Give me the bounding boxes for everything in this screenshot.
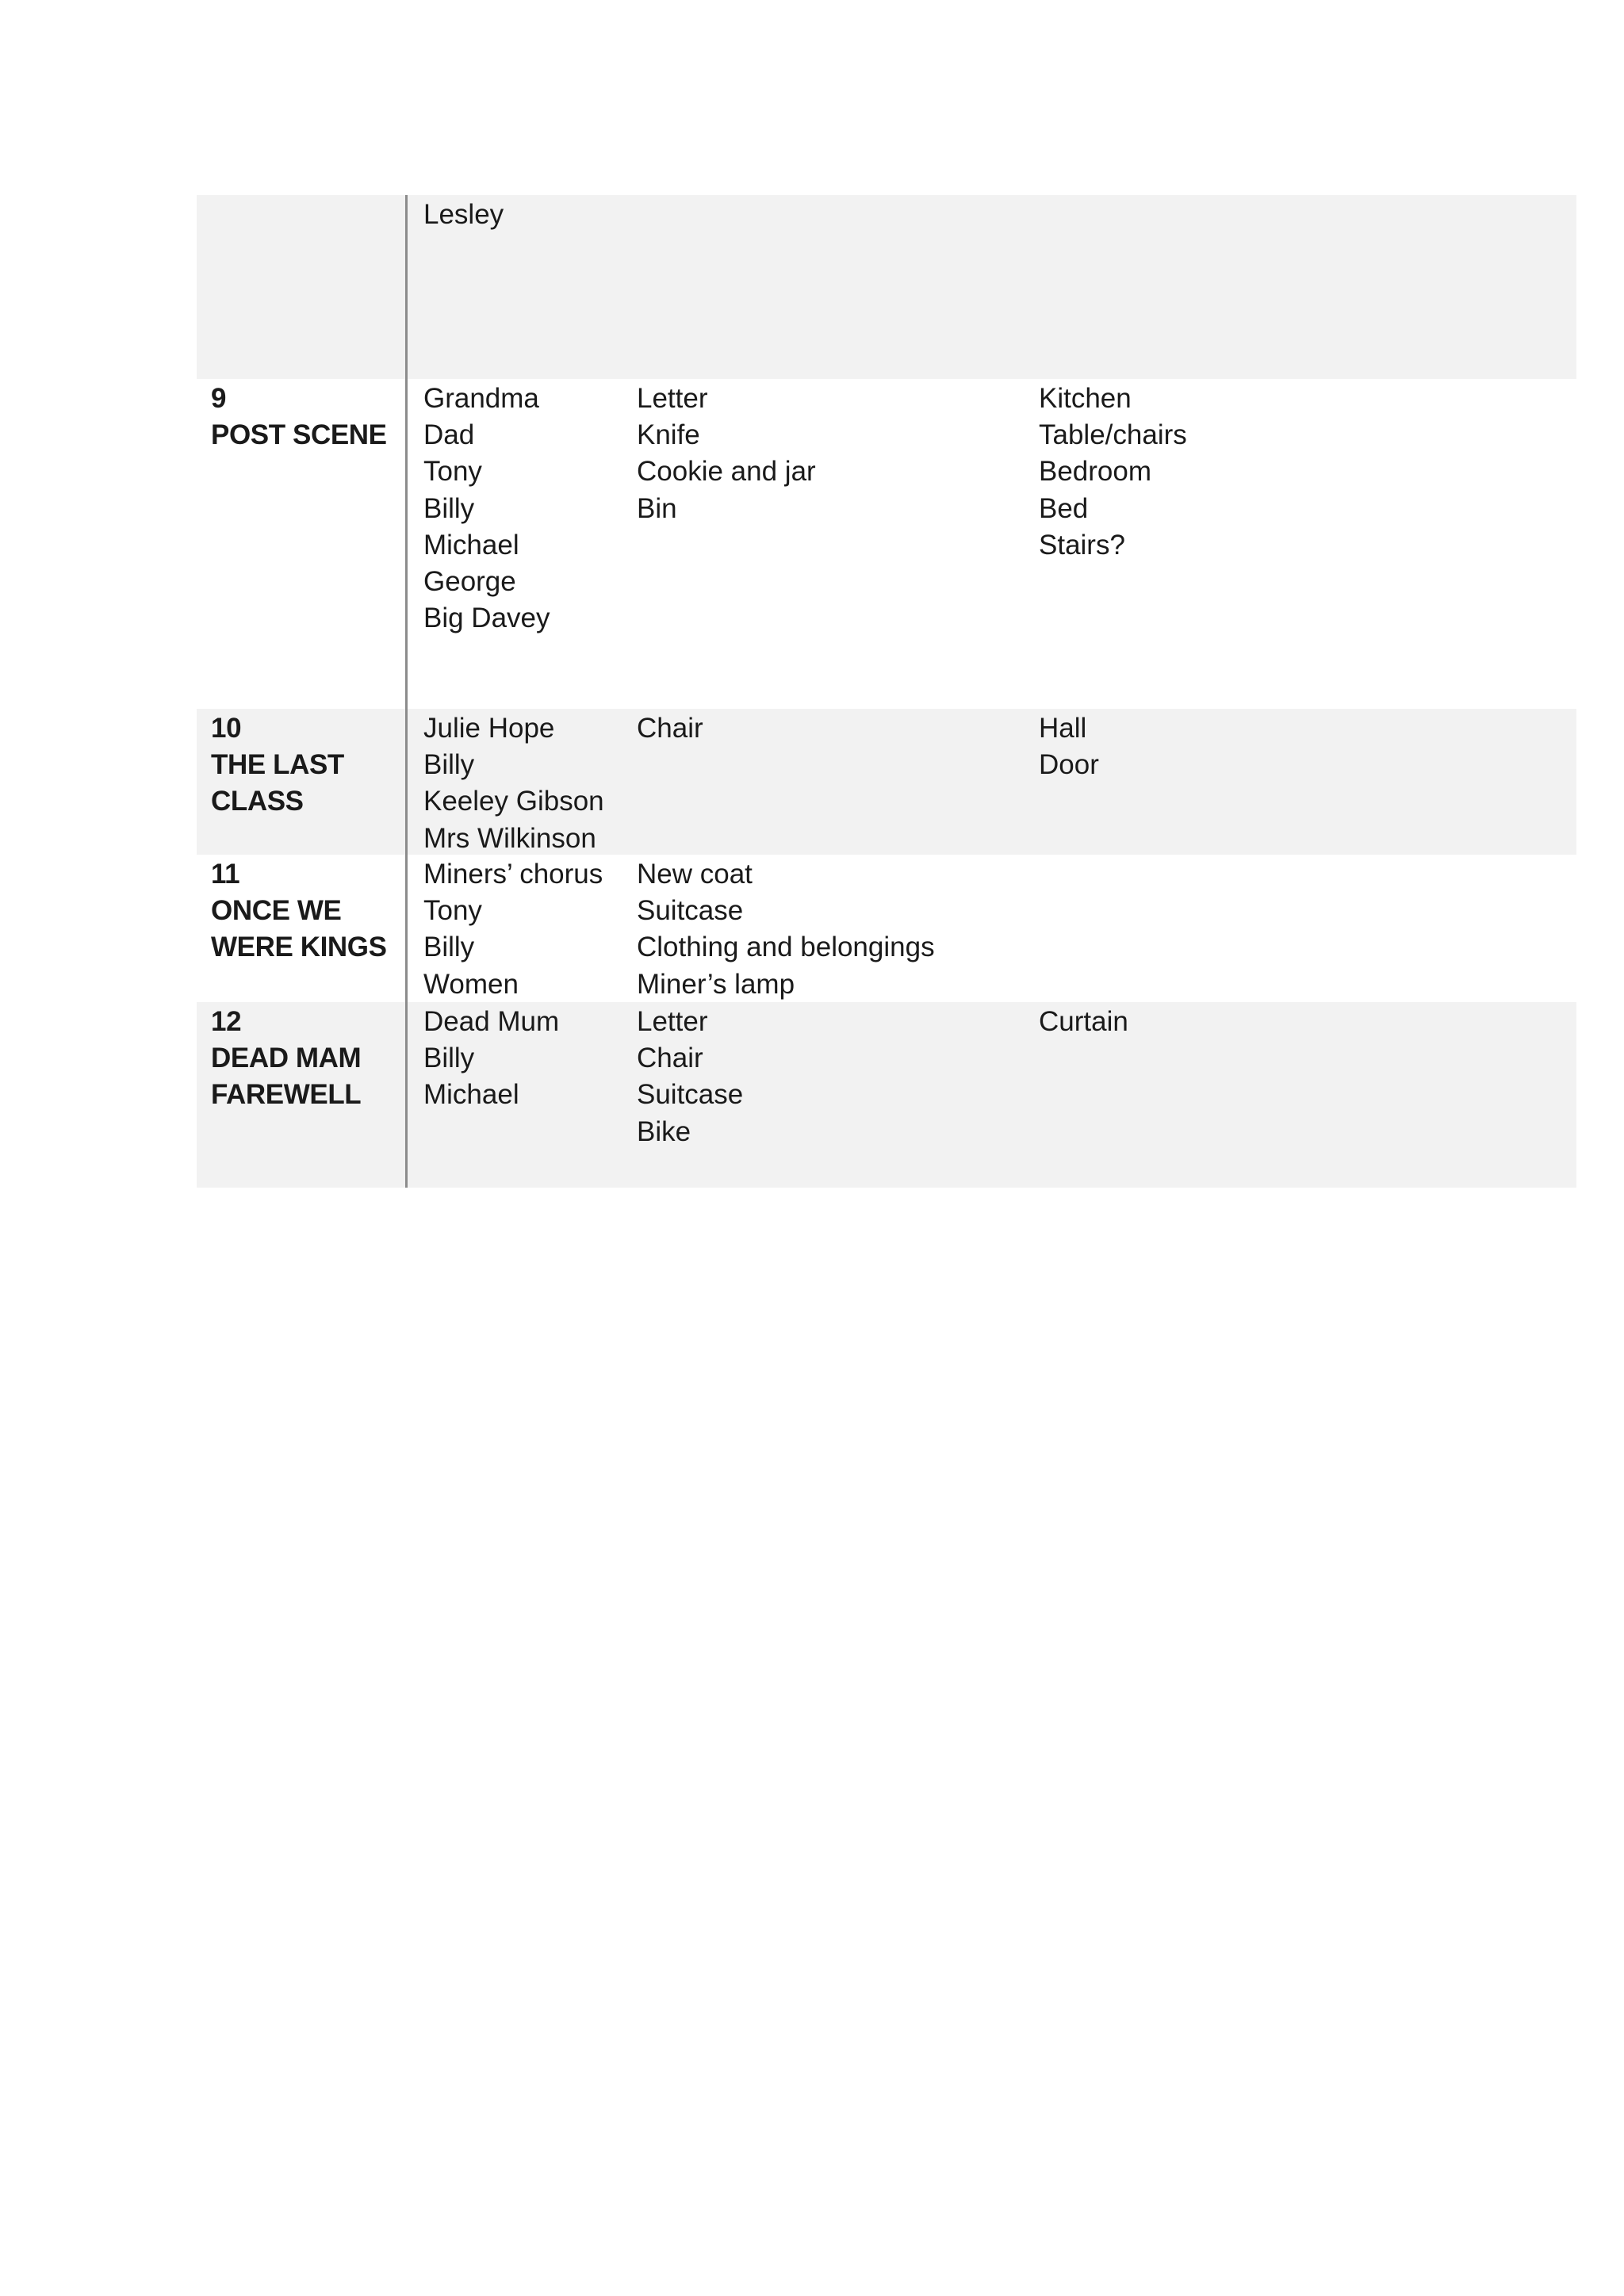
set-item: Stairs? <box>1039 529 1125 561</box>
scene-cell <box>197 1002 405 1188</box>
prop-item: Chair <box>637 1043 703 1074</box>
prop-item: Clothing and belongings <box>637 932 935 963</box>
cast-name: Tony <box>423 895 482 927</box>
cast-name: Dad <box>423 419 475 451</box>
cast-cell <box>405 709 637 855</box>
scene-cell <box>197 709 405 855</box>
cast-name: Miners’ chorus <box>423 859 603 890</box>
set-item: Bed <box>1039 492 1089 524</box>
cast-name: Michael <box>423 529 519 561</box>
table-row <box>197 195 1576 379</box>
cast-name: Big Davey <box>423 603 550 634</box>
scene-title: THE LAST <box>211 749 344 781</box>
cast-cell <box>405 195 637 379</box>
props-cell <box>637 195 1039 379</box>
cast-name: Dead Mum <box>423 1006 560 1037</box>
prop-item: Bin <box>637 492 677 524</box>
prop-item: Suitcase <box>637 895 744 927</box>
cast-name: Grandma <box>423 383 539 414</box>
scene-cell <box>197 195 405 379</box>
scene-number: 9 <box>211 383 227 414</box>
cast-name: Billy <box>423 492 475 524</box>
prop-item: New coat <box>637 859 753 890</box>
scene-title: ONCE WE <box>211 895 342 927</box>
set-item: Bedroom <box>1039 456 1152 488</box>
props-cell <box>637 379 1039 709</box>
scene-number: 10 <box>211 713 242 744</box>
prop-item: Miner’s lamp <box>637 968 795 1000</box>
scene-breakdown-table <box>197 195 1576 1188</box>
cast-name: Tony <box>423 456 482 488</box>
prop-item: Letter <box>637 383 708 414</box>
scene-number: 11 <box>211 859 240 890</box>
scene-number: 12 <box>211 1006 242 1037</box>
prop-item: Suitcase <box>637 1079 744 1111</box>
prop-item: Letter <box>637 1006 708 1037</box>
props-cell <box>637 855 1039 1002</box>
set-item: Hall <box>1039 713 1087 744</box>
cast-cell <box>405 1002 637 1188</box>
prop-item: Cookie and jar <box>637 456 816 488</box>
cast-name: Billy <box>423 749 475 781</box>
set-cell <box>1039 195 1576 379</box>
scene-title: FAREWELL <box>211 1079 362 1111</box>
prop-item: Chair <box>637 713 703 744</box>
scene-title: POST SCENE <box>211 419 387 451</box>
cast-name: George <box>423 566 516 598</box>
props-cell <box>637 709 1039 855</box>
props-cell <box>637 1002 1039 1188</box>
scene-title: WERE KINGS <box>211 932 387 963</box>
set-cell <box>1039 855 1576 1002</box>
cast-name: Mrs Wilkinson <box>423 822 596 854</box>
set-item: Kitchen <box>1039 383 1132 414</box>
scene-cell <box>197 855 405 1002</box>
cast-name: Michael <box>423 1079 519 1111</box>
cast-cell <box>405 379 637 709</box>
scene-title: DEAD MAM <box>211 1043 362 1074</box>
cast-name: Lesley <box>423 199 504 230</box>
cast-cell <box>405 855 637 1002</box>
table-row <box>197 379 1576 709</box>
cast-name: Billy <box>423 932 475 963</box>
scene-title: CLASS <box>211 786 304 817</box>
cast-name: Keeley Gibson <box>423 786 604 817</box>
cast-name: Billy <box>423 1043 475 1074</box>
set-item: Door <box>1039 749 1099 781</box>
set-item: Table/chairs <box>1039 419 1187 451</box>
table-row <box>197 855 1576 1002</box>
cast-name: Julie Hope <box>423 713 555 744</box>
set-cell <box>1039 379 1576 709</box>
set-cell <box>1039 709 1576 855</box>
prop-item: Bike <box>637 1115 691 1147</box>
prop-item: Knife <box>637 419 700 451</box>
set-cell <box>1039 1002 1576 1188</box>
set-item: Curtain <box>1039 1006 1128 1037</box>
table-row <box>197 1002 1576 1188</box>
scene-cell <box>197 379 405 709</box>
table-row <box>197 709 1576 855</box>
cast-name: Women <box>423 968 519 1000</box>
